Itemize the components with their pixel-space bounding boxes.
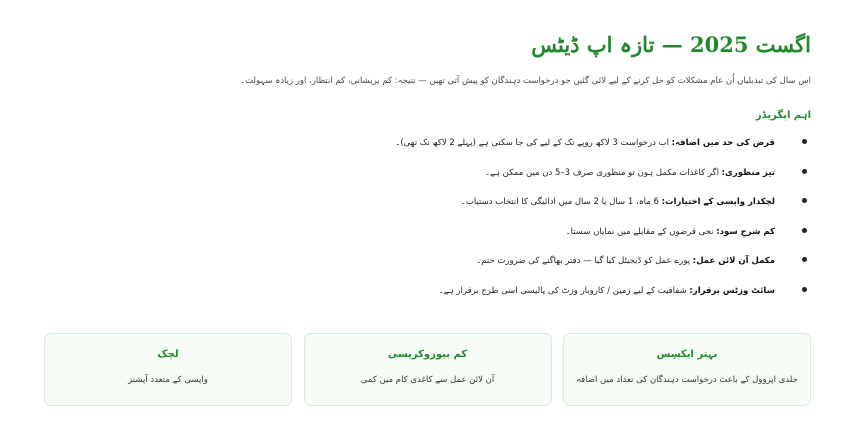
item-label: لچکدار واپسی کے اختیارات: xyxy=(661,197,775,207)
bullet-icon xyxy=(802,257,807,262)
item-label: قرض کی حد میں اضافہ: xyxy=(671,138,775,148)
item-label: تیز منظوری: xyxy=(721,167,775,178)
bullet-icon xyxy=(802,198,807,203)
item-text: اب درخواست 3 لاکھ روپے تک کے لیے کی جا سکتی ہے (پہلے 2 لاکھ تک تھی)۔ xyxy=(395,138,672,148)
bullet-icon xyxy=(802,139,807,144)
list-item xyxy=(44,254,811,284)
item-label: کم شرحِ سود: xyxy=(716,226,775,237)
intro-text: اس سال کی تبدیلیاں اُن عام مشکلات کو حل کرنے کے لیے لائی گئیں جو درخواست دہندگان کو پیش آتی تھیں — نتیجہ: کم پریشانی، کم انتظار، اور زیادہ سہولت۔ xyxy=(240,76,811,86)
card-description: واپسی کے متعدد آپشنز xyxy=(128,375,208,385)
benefit-card-bureaucracy xyxy=(304,333,552,406)
item-label: سائٹ وزٹس برقرار: xyxy=(689,285,775,296)
bullet-icon xyxy=(802,169,807,174)
list-item xyxy=(44,136,811,166)
card-title: بہتر ایکسِس xyxy=(656,349,718,360)
upgrades-list xyxy=(44,136,811,313)
item-label: مکمل آن لائن عمل: xyxy=(692,256,775,266)
bullet-icon xyxy=(802,287,807,292)
upgrades-heading: اہم اپگریڈز xyxy=(755,110,811,121)
item-text: 6 ماہ، 1 سال یا 2 سال میں ادائیگی کا انتخاب دستیاب۔ xyxy=(460,197,662,207)
card-description: آن لائن عمل سے کاغذی کام میں کمی xyxy=(360,375,495,385)
list-item xyxy=(44,284,811,314)
item-text: پورے عمل کو ڈیجیٹل کیا گیا — دفتر بھاگنے کی ضرورت ختم۔ xyxy=(476,256,693,266)
page-title: اگست 2025 — تازہ اپ ڈیٹس xyxy=(531,32,811,57)
benefit-card-flexibility xyxy=(44,333,292,406)
list-item xyxy=(44,195,811,225)
benefit-card-access xyxy=(563,333,811,406)
bullet-icon xyxy=(802,228,807,233)
item-text: شفافیت کے لیے زمین / کاروبار وزٹ کی پالیسی اسی طرح برقرار ہے۔ xyxy=(438,285,690,296)
item-text: نجی قرضوں کے مقابلے میں نمایاں سستا۔ xyxy=(565,226,717,237)
item-text: اگر کاغذات مکمل ہوں تو منظوری صرف 3–5 دن میں ممکن ہے۔ xyxy=(485,167,722,178)
benefit-cards xyxy=(44,333,811,406)
card-title: کم بیوروکریسی xyxy=(387,349,468,360)
list-item xyxy=(44,225,811,255)
card-title: لچک xyxy=(157,349,179,360)
card-description: جلدی اپروول کے باعث درخواست دہندگان کی تعداد میں اضافہ xyxy=(576,375,798,385)
list-item xyxy=(44,166,811,196)
